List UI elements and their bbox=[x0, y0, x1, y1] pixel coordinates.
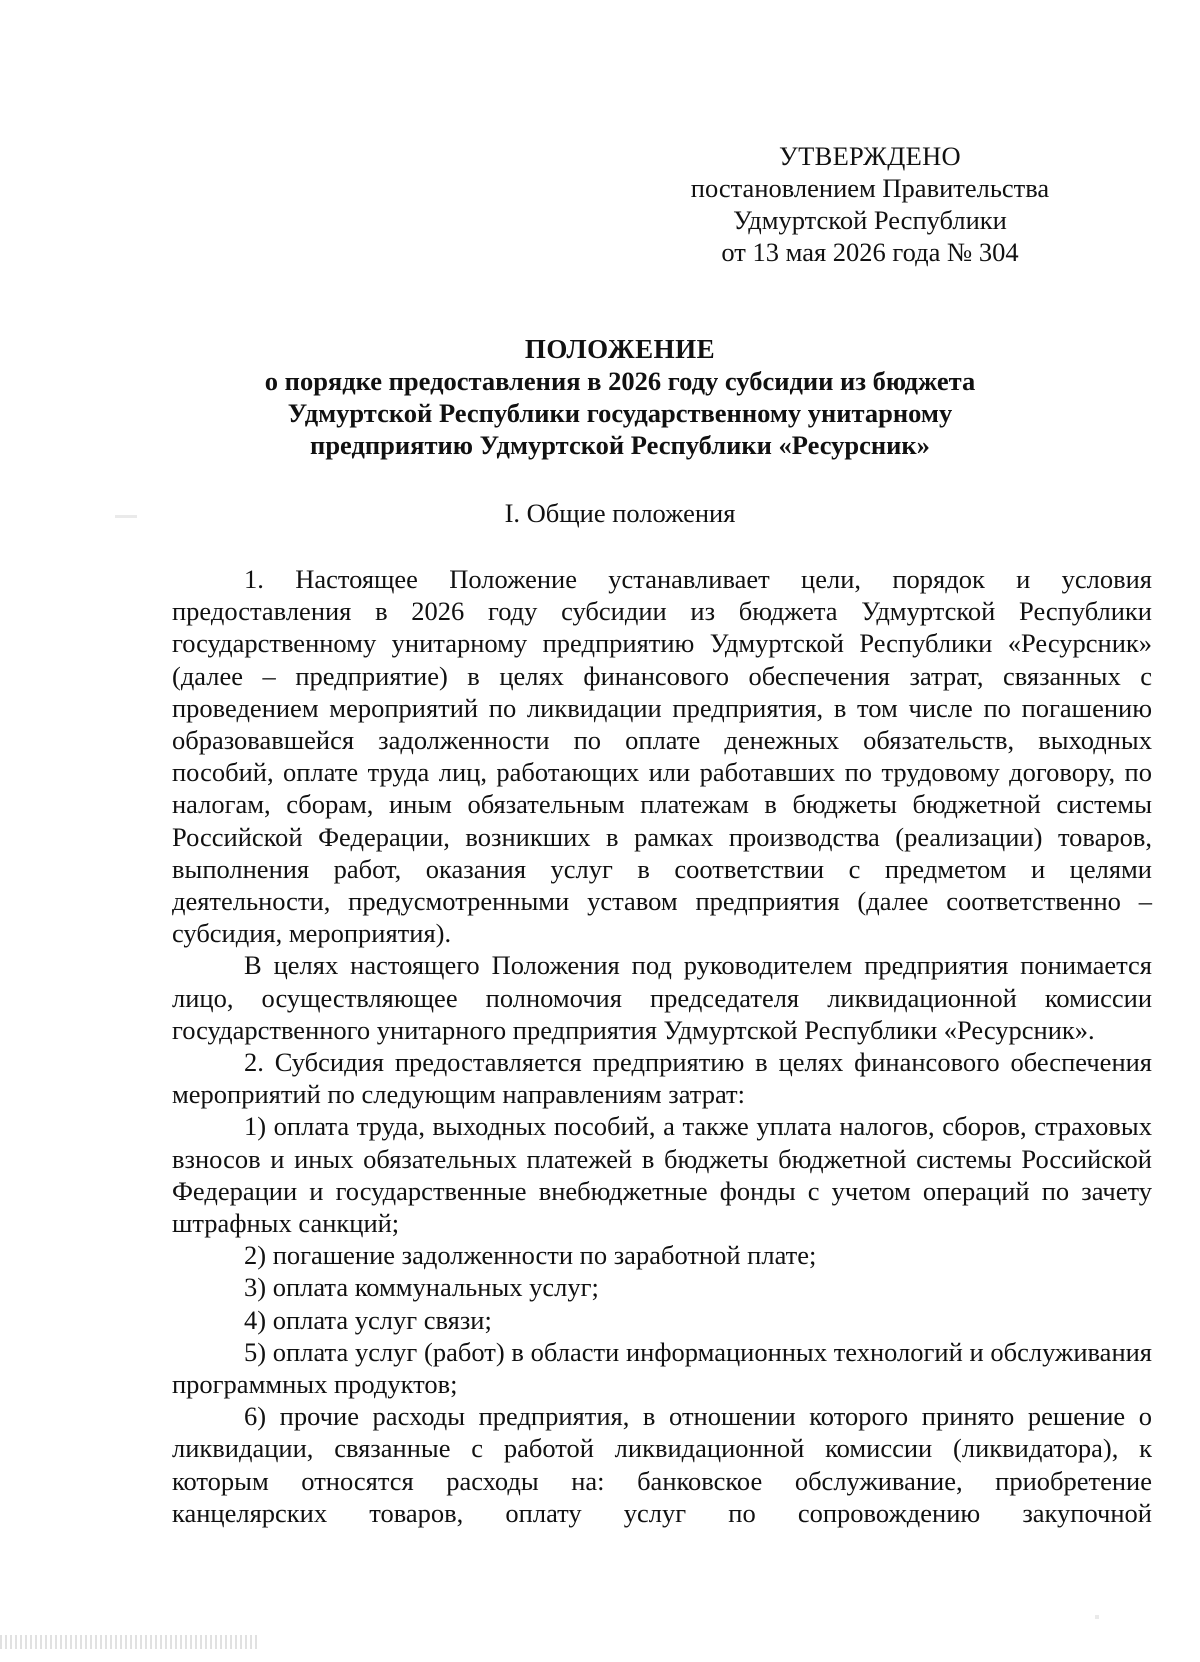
document-subtitle-line-3: предприятию Удмуртской Республики «Ресурсник» bbox=[310, 430, 930, 460]
approval-region-line: Удмуртской Республики bbox=[733, 205, 1007, 235]
document-body bbox=[172, 563, 1152, 1529]
approval-label: УТВЕРЖДЕНО bbox=[779, 141, 961, 171]
list-item-3: 3) оплата коммунальных услуг; bbox=[244, 1272, 599, 1303]
paragraph-definition: В целях настоящего Положения под руководителем предприятия понимается лицо, осуществляющее полномочия председателя ликвидационной комиссии государственного унитарного предприятия Удмуртской Республики «Ресурсник». bbox=[172, 950, 1152, 1045]
approval-date-number: от 13 мая 2026 года № 304 bbox=[721, 237, 1019, 267]
list-item-5: 5) оплата услуг (работ) в области информационных технологий и обслуживания программных продуктов; bbox=[172, 1336, 1152, 1400]
list-item-4: 4) оплата услуг связи; bbox=[244, 1304, 492, 1335]
document-subtitle-line-2: Удмуртской Республики государственному унитарному bbox=[287, 398, 953, 428]
scan-artifact bbox=[0, 1635, 260, 1649]
paragraph-2: 2. Субсидия предоставляется предприятию в целях финансового обеспечения мероприятий по следующим направлениям затрат: bbox=[172, 1047, 1152, 1110]
document-title: ПОЛОЖЕНИЕ bbox=[524, 334, 716, 364]
scan-speck bbox=[1095, 1615, 1099, 1619]
approval-authority-line: постановлением Правительства bbox=[690, 173, 1050, 203]
section-heading: I. Общие положения bbox=[504, 498, 736, 528]
list-item-6: 6) прочие расходы предприятия, в отношении которого принято решение о ликвидации, связанные с работой ликвидационной комиссии (ликвидатора), к которым относятся расходы на: банковское обслуживание, приобретение канцелярских товаров, оплату услуг по сопровождению закупочной bbox=[172, 1401, 1152, 1528]
document-title-block bbox=[160, 333, 1080, 461]
approval-stamp-block bbox=[660, 140, 1080, 268]
list-item-2: 2) погашение задолженности по заработной плате; bbox=[244, 1240, 817, 1271]
scan-speck bbox=[115, 515, 137, 518]
list-item-1: 1) оплата труда, выходных пособий, а также уплата налогов, сборов, страховых взносов и иных обязательных платежей в бюджеты бюджетной системы Российской Федерации и государственные внебюджетные фонды с учетом операций по зачету штрафных санкций; bbox=[172, 1111, 1152, 1239]
paragraph-1: 1. Настоящее Положение устанавливает цели, порядок и условия предоставления в 2026 году субсидии из бюджета Удмуртской Республики государственному унитарному предприятию Удмуртской Республики «Ресурсник» (далее – предприятие) в целях финансового обеспечения затрат, связанных с проведением мероприятий по ликвидации предприятия, в том числе по погашению образовавшейся задолженности по оплате денежных обязательств, выходных пособий, оплате труда лиц, работающих или работавших по трудовому договору, по налогам, сборам, иным обязательным платежам в бюджеты бюджетной системы Российской Федерации, возникших в рамках производства (реализации) товаров, выполнения работ, оказания услуг в соответствии с предметом и целями деятельности, предусмотренными уставом предприятия (далее соответственно – субсидия, мероприятия). bbox=[172, 564, 1152, 949]
document-subtitle-line-1: о порядке предоставления в 2026 году субсидии из бюджета bbox=[264, 366, 976, 396]
